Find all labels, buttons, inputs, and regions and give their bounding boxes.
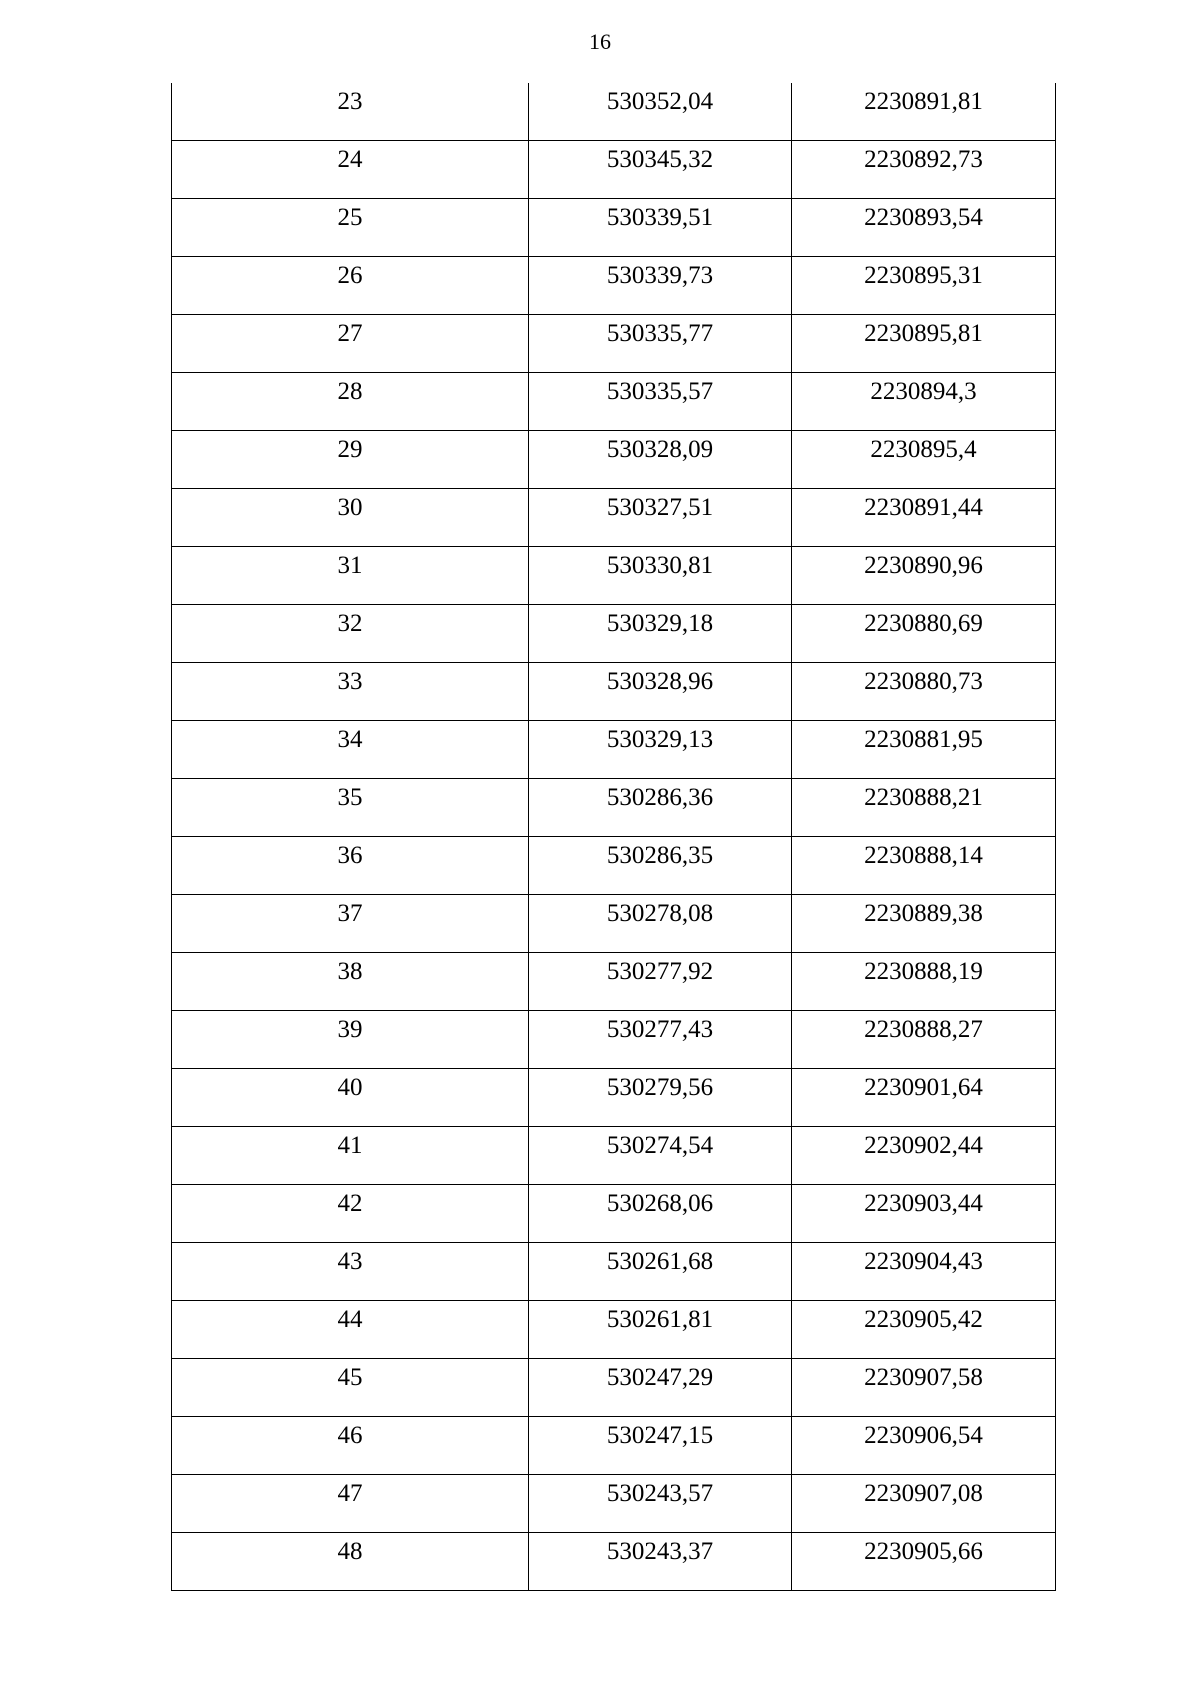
y-coordinate-cell: 2230907,58	[792, 1359, 1056, 1417]
y-coordinate-cell: 2230891,81	[792, 83, 1056, 141]
x-coordinate-cell: 530274,54	[529, 1127, 792, 1185]
y-coordinate-cell: 2230881,95	[792, 721, 1056, 779]
x-coordinate-cell: 530243,57	[529, 1475, 792, 1533]
point-number-cell: 28	[172, 373, 529, 431]
x-coordinate-cell: 530277,92	[529, 953, 792, 1011]
x-coordinate-cell: 530327,51	[529, 489, 792, 547]
point-number-cell: 33	[172, 663, 529, 721]
y-coordinate-cell: 2230880,73	[792, 663, 1056, 721]
table-row	[172, 1243, 1056, 1301]
x-coordinate-cell: 530261,81	[529, 1301, 792, 1359]
point-number-cell: 30	[172, 489, 529, 547]
table-row	[172, 1475, 1056, 1533]
point-number-cell: 45	[172, 1359, 529, 1417]
x-coordinate-cell: 530261,68	[529, 1243, 792, 1301]
y-coordinate-cell: 2230888,19	[792, 953, 1056, 1011]
y-coordinate-cell: 2230904,43	[792, 1243, 1056, 1301]
x-coordinate-cell: 530329,18	[529, 605, 792, 663]
x-coordinate-cell: 530352,04	[529, 83, 792, 141]
point-number-cell: 31	[172, 547, 529, 605]
x-coordinate-cell: 530328,09	[529, 431, 792, 489]
point-number-cell: 42	[172, 1185, 529, 1243]
point-number-cell: 44	[172, 1301, 529, 1359]
y-coordinate-cell: 2230895,31	[792, 257, 1056, 315]
table-row	[172, 1533, 1056, 1591]
table-row	[172, 721, 1056, 779]
x-coordinate-cell: 530286,36	[529, 779, 792, 837]
point-number-cell: 29	[172, 431, 529, 489]
table-row	[172, 895, 1056, 953]
table-row	[172, 489, 1056, 547]
table-row	[172, 431, 1056, 489]
point-number-cell: 37	[172, 895, 529, 953]
table-row	[172, 1127, 1056, 1185]
table-body	[172, 83, 1056, 1591]
x-coordinate-cell: 530247,15	[529, 1417, 792, 1475]
y-coordinate-cell: 2230888,21	[792, 779, 1056, 837]
page-number: 16	[589, 29, 611, 54]
table-row	[172, 663, 1056, 721]
table-row	[172, 953, 1056, 1011]
point-number-cell: 35	[172, 779, 529, 837]
x-coordinate-cell: 530335,57	[529, 373, 792, 431]
x-coordinate-cell: 530277,43	[529, 1011, 792, 1069]
table-row	[172, 1069, 1056, 1127]
point-number-cell: 40	[172, 1069, 529, 1127]
y-coordinate-cell: 2230892,73	[792, 141, 1056, 199]
x-coordinate-cell: 530330,81	[529, 547, 792, 605]
table-row	[172, 1011, 1056, 1069]
point-number-cell: 48	[172, 1533, 529, 1591]
point-number-cell: 27	[172, 315, 529, 373]
y-coordinate-cell: 2230903,44	[792, 1185, 1056, 1243]
y-coordinate-cell: 2230889,38	[792, 895, 1056, 953]
y-coordinate-cell: 2230906,54	[792, 1417, 1056, 1475]
table-row	[172, 547, 1056, 605]
table-row	[172, 837, 1056, 895]
point-number-cell: 23	[172, 83, 529, 141]
x-coordinate-cell: 530335,77	[529, 315, 792, 373]
x-coordinate-cell: 530328,96	[529, 663, 792, 721]
x-coordinate-cell: 530345,32	[529, 141, 792, 199]
y-coordinate-cell: 2230895,4	[792, 431, 1056, 489]
y-coordinate-cell: 2230907,08	[792, 1475, 1056, 1533]
y-coordinate-cell: 2230891,44	[792, 489, 1056, 547]
table-row	[172, 83, 1056, 141]
coordinates-table	[171, 83, 1056, 1591]
point-number-cell: 39	[172, 1011, 529, 1069]
x-coordinate-cell: 530247,29	[529, 1359, 792, 1417]
x-coordinate-cell: 530339,51	[529, 199, 792, 257]
point-number-cell: 43	[172, 1243, 529, 1301]
y-coordinate-cell: 2230902,44	[792, 1127, 1056, 1185]
point-number-cell: 32	[172, 605, 529, 663]
y-coordinate-cell: 2230888,27	[792, 1011, 1056, 1069]
point-number-cell: 41	[172, 1127, 529, 1185]
x-coordinate-cell: 530268,06	[529, 1185, 792, 1243]
x-coordinate-cell: 530279,56	[529, 1069, 792, 1127]
table-row	[172, 1185, 1056, 1243]
x-coordinate-cell: 530243,37	[529, 1533, 792, 1591]
point-number-cell: 36	[172, 837, 529, 895]
table-row	[172, 315, 1056, 373]
table-row	[172, 141, 1056, 199]
y-coordinate-cell: 2230890,96	[792, 547, 1056, 605]
y-coordinate-cell: 2230894,3	[792, 373, 1056, 431]
table-row	[172, 373, 1056, 431]
point-number-cell: 46	[172, 1417, 529, 1475]
y-coordinate-cell: 2230880,69	[792, 605, 1056, 663]
x-coordinate-cell: 530339,73	[529, 257, 792, 315]
point-number-cell: 24	[172, 141, 529, 199]
table-row	[172, 199, 1056, 257]
y-coordinate-cell: 2230888,14	[792, 837, 1056, 895]
table-row	[172, 605, 1056, 663]
table-row	[172, 1301, 1056, 1359]
x-coordinate-cell: 530278,08	[529, 895, 792, 953]
point-number-cell: 34	[172, 721, 529, 779]
point-number-cell: 25	[172, 199, 529, 257]
table-row	[172, 1359, 1056, 1417]
point-number-cell: 47	[172, 1475, 529, 1533]
x-coordinate-cell: 530286,35	[529, 837, 792, 895]
y-coordinate-cell: 2230905,66	[792, 1533, 1056, 1591]
y-coordinate-cell: 2230893,54	[792, 199, 1056, 257]
point-number-cell: 26	[172, 257, 529, 315]
table-row	[172, 779, 1056, 837]
y-coordinate-cell: 2230895,81	[792, 315, 1056, 373]
x-coordinate-cell: 530329,13	[529, 721, 792, 779]
y-coordinate-cell: 2230901,64	[792, 1069, 1056, 1127]
y-coordinate-cell: 2230905,42	[792, 1301, 1056, 1359]
point-number-cell: 38	[172, 953, 529, 1011]
table-row	[172, 257, 1056, 315]
table-row	[172, 1417, 1056, 1475]
